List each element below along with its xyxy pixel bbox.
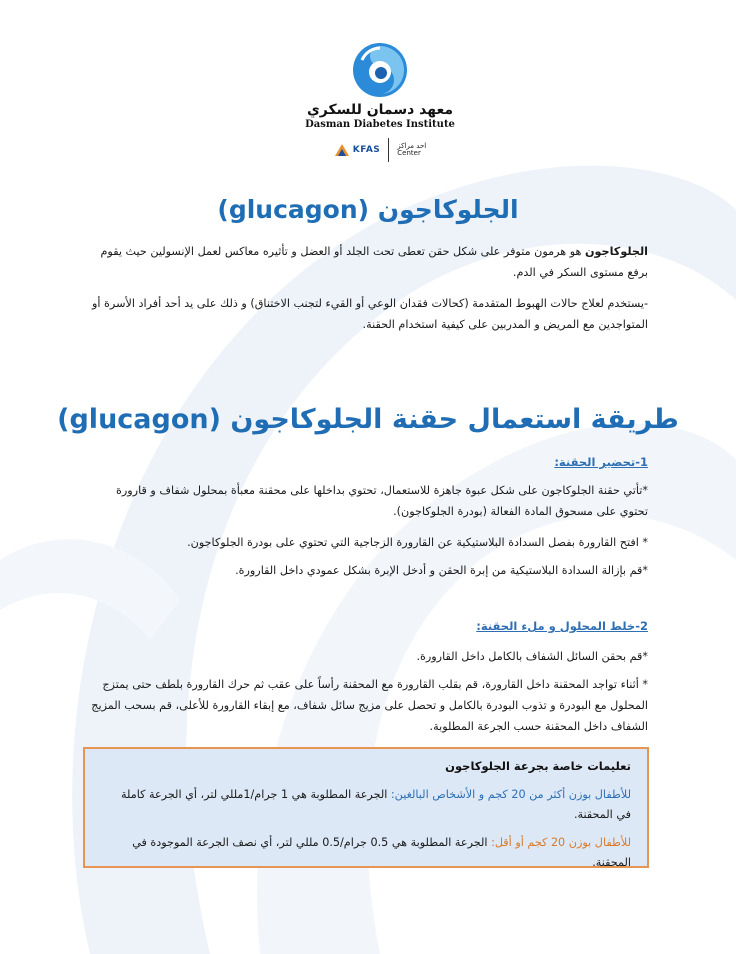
dose-line-adults-text: الجرعة المطلوبة هي 1 جرام/1مللي لتر، أي الجرعة كاملة في المحقنة. [121, 788, 631, 821]
section-1-item: * افتح القارورة بفصل السدادة البلاستيكية عن القارورة الزجاجية التي تحتوي على بودرة الجلوكاجون. [187, 536, 648, 549]
section-1-item: *قم بإزالة السدادة البلاستيكية من إبرة الحقن و أدخل الإبرة بشكل عمودي داخل القارورة. [235, 564, 648, 577]
partner-logos [280, 138, 480, 162]
dose-line-children-text: الجرعة المطلوبة هي 0.5 جرام/0.5 مللي لتر، أي نصف الجرعة الموجودة في المحقنة. [132, 836, 631, 869]
section-1-item: *تأتي حقنة الجلوكاجون على شكل عبوة جاهزة للاستعمال، تحتوي بداخلها على محقنة معبأة بمحلول شفاف و قارورة تحتوي على مسحوق المادة الفعالة (بودرة الجلوكاجون). [116, 484, 648, 518]
intro-definition-text: هو هرمون متوفر على شكل حقن تعطى تحت الجلد أو العضل و تأثيره معاكس لعمل الإنسولين حيث يقوم برفع مستوى السكر في الدم. [100, 245, 648, 279]
dasman-logo-icon [350, 40, 410, 100]
center-label-english: Center [397, 149, 421, 157]
usage-title: طريقة استعمال حقنة الجلوكاجون (glucagon) [57, 404, 679, 435]
center-label [397, 143, 426, 158]
institute-logo-block [280, 40, 480, 162]
org-name-arabic: معهد دسمان للسكري [306, 102, 454, 118]
section-2-heading: 2-خلط المحلول و ملء الحقنة: [476, 619, 648, 633]
kfas-logo [334, 143, 381, 157]
dose-box-title: تعليمات خاصة بجرعة الجلوكاجون [445, 759, 631, 773]
dose-line-adults [103, 785, 631, 825]
kfas-mark-icon [334, 143, 350, 157]
dose-line-children [103, 833, 631, 873]
dose-line-children-label: للأطفال بوزن 20 كجم أو أقل: [491, 836, 631, 849]
intro-definition [88, 241, 648, 283]
section-2-item: * أثناء تواجد المحقنة داخل القارورة، قم بقلب القارورة مع المحقنة رأساً على عقب ثم حرك القارورة بلطف حتى يمتزج المحلول مع البودرة و تذوب البودرة بالكامل و تحصل على مزيج سائل شفاف، مع إبقاء القارورة للأعلى، قم بسحب المزيج الشفاف داخل المحقنة حسب الجرعة المطلوبة. [91, 678, 648, 733]
org-name-english: Dasman Diabetes Institute [305, 119, 455, 130]
intro-term: الجلوكاجون [584, 245, 648, 258]
partner-divider [388, 138, 389, 162]
kfas-text: KFAS [352, 145, 381, 155]
section-1-heading: 1-تحضير الحقنة: [554, 455, 648, 469]
center-label-arabic: احد مراكز [397, 141, 427, 150]
dose-line-adults-label: للأطفال بوزن أكثر من 20 كجم و الأشخاص البالغين: [390, 788, 631, 801]
intro-usage: -يستخدم لعلاج حالات الهبوط المتقدمة (كحالات فقدان الوعي أو القيء لتجنب الاختناق) و ذلك على يد أحد أفراد الأسرة أو المتواجدين مع المريض و المدربين على كيفية استخدام الحقنة. [91, 297, 648, 331]
main-title: الجلوكاجون (glucagon) [217, 195, 519, 224]
section-2-item: *قم بحقن السائل الشفاف بالكامل داخل القارورة. [416, 650, 648, 663]
dose-instructions-box [83, 747, 649, 868]
